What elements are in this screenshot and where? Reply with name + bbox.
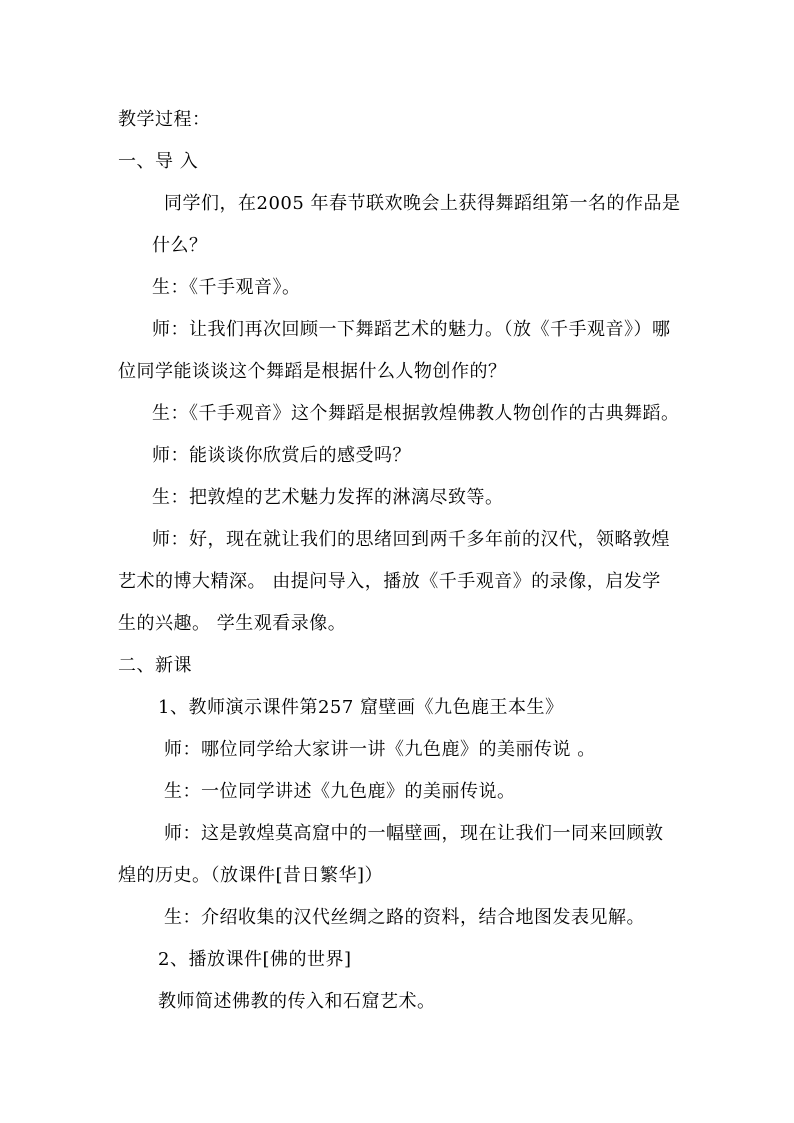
subsection-2-heading: 2、播放课件[佛的世界] <box>158 949 352 970</box>
paragraph-line: 同学们，在2005 年春节联欢晚会上获得舞蹈组第一名的作品是 <box>164 193 681 214</box>
section-1-heading: 一、导 入 <box>118 151 199 172</box>
paragraph-line: 师：哪位同学给大家讲一讲《九色鹿》的美丽传说 。 <box>164 739 596 760</box>
paragraph-line: 位同学能谈谈这个舞蹈是根据什么人物创作的？ <box>118 361 507 382</box>
paragraph-line: 生的兴趣。 学生观看录像。 <box>118 613 347 634</box>
paragraph-line: 生：《千手观音》这个舞蹈是根据敦煌佛教人物创作的古典舞蹈。 <box>152 403 680 424</box>
paragraph-line: 生：把敦煌的艺术魅力发挥的淋漓尽致等。 <box>152 487 504 508</box>
section-2-heading: 二、新课 <box>118 655 192 676</box>
paragraph-line: 师：让我们再次回顾一下舞蹈艺术的魅力。（放《千手观音》）哪 <box>152 319 671 340</box>
paragraph-line: 生：《千手观音》。 <box>152 277 301 298</box>
paragraph-line: 生：介绍收集的汉代丝绸之路的资料，结合地图发表见解。 <box>164 907 645 928</box>
paragraph-line: 煌的历史。（放课件[昔日繁华]） <box>118 865 384 886</box>
heading-teaching-process: 教学过程： <box>118 109 211 130</box>
paragraph-line: 师：好，现在就让我们的思绪回到两千多年前的汉代，领略敦煌 <box>152 529 670 550</box>
paragraph-line: 生：一位同学讲述《九色鹿》的美丽传说。 <box>164 781 516 802</box>
paragraph-line: 教师简述佛教的传入和石窟艺术。 <box>158 991 436 1012</box>
subsection-1-heading: 1、教师演示课件第257 窟壁画《九色鹿王本生》 <box>158 697 564 718</box>
paragraph-line: 什么？ <box>152 235 208 256</box>
paragraph-line: 师：能谈谈你欣赏后的感受吗？ <box>152 445 411 466</box>
paragraph-line: 师：这是敦煌莫高窟中的一幅壁画，现在让我们一同来回顾敦 <box>164 823 664 844</box>
paragraph-line: 艺术的博大精深。 由提问导入，播放《千手观音》的录像，启发学 <box>118 571 661 592</box>
